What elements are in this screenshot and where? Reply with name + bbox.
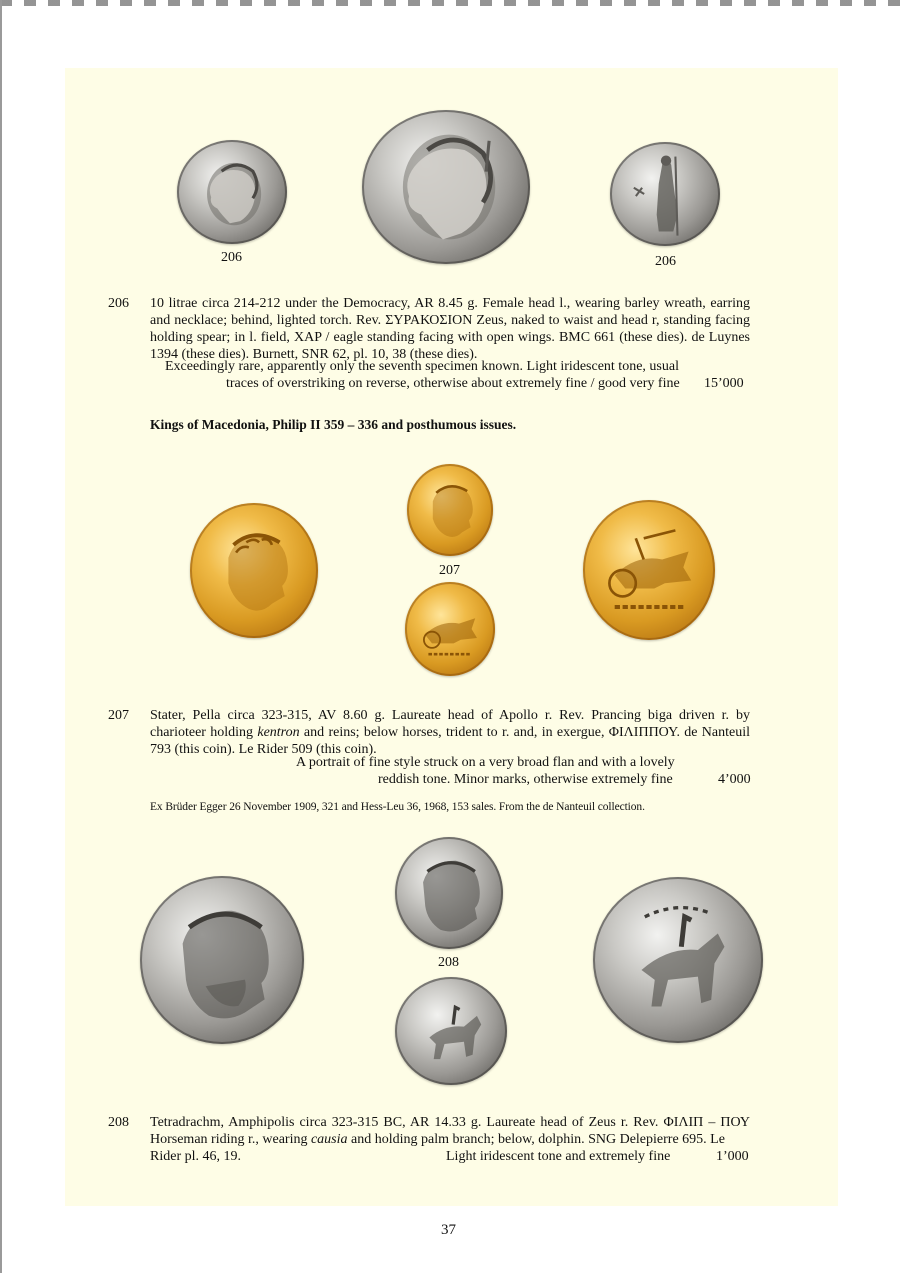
apollo-head-right-icon <box>407 464 493 556</box>
horseman-icon <box>395 977 507 1085</box>
coin-206-reverse <box>610 142 720 246</box>
plate-label-206-right: 206 <box>655 254 676 269</box>
lot-207-description-italic: kentron <box>257 725 300 740</box>
standing-zeus-icon <box>610 142 720 246</box>
plate-label-206-left: 206 <box>221 250 242 265</box>
biga-chariot-icon <box>583 500 715 640</box>
lot-206-condition-line-1: Exceedingly rare, apparently only the seventh specimen known. Light iridescent tone, usual <box>165 359 679 374</box>
female-head-left-icon <box>362 110 530 264</box>
coin-207-obverse-small <box>407 464 493 556</box>
section-heading: Kings of Macedonia, Philip II 359 – 336 and posthumous issues. <box>150 417 517 432</box>
lot-207-description-part-2: and reins; below horses, trident to r. and, in exergue, ΦΙΛΙΠΠΟΥ. de Nanteuil 793 (this coin). Le Rider 509 (this coin). <box>150 725 751 757</box>
lot-208-description-paragraph <box>150 1114 750 1148</box>
lot-number-207: 207 <box>108 708 129 723</box>
page-left-edge <box>0 0 2 1273</box>
lot-208-estimate: 1’000 <box>716 1149 749 1164</box>
lot-207-provenance: Ex Brüder Egger 26 November 1909, 321 and Hess-Leu 36, 1968, 153 sales. From the de Nanteuil collection. <box>150 801 645 813</box>
page-top-border <box>0 0 900 6</box>
lot-206-estimate: 15’000 <box>704 376 744 391</box>
lot-208-description-part-1: Tetradrachm, Amphipolis circa 323-315 BC, AR 14.33 g. Laureate head of Zeus r. Rev. ΦΙΛΙΠ – ΠΟΥ Horseman riding r., wearing <box>150 1115 750 1147</box>
coin-208-reverse-small <box>395 977 507 1085</box>
lot-207-description-part-1: Stater, Pella circa 323-315, AV 8.60 g. Laureate head of Apollo r. Rev. Prancing biga driven r. by charioteer holding <box>150 708 750 740</box>
lot-208-condition: Light iridescent tone and extremely fine <box>446 1149 671 1164</box>
lot-207-description <box>150 707 750 758</box>
coin-208-obverse-small <box>395 837 503 949</box>
lot-208-description-last-line: Rider pl. 46, 19. <box>150 1149 241 1164</box>
lot-208-description-italic: causia <box>310 1132 348 1147</box>
coin-206-obverse-small <box>177 140 287 244</box>
lot-207-estimate: 4’000 <box>718 772 751 787</box>
lot-208-description-part-2: and holding palm branch; below, dolphin. SNG Delepierre 695. Le <box>351 1132 725 1147</box>
lot-208-description <box>150 1114 750 1148</box>
female-head-left-icon <box>177 140 287 244</box>
lot-206-condition-line-2: traces of overstriking on reverse, otherwise about extremely fine / good very fine <box>226 376 680 391</box>
lot-number-208: 208 <box>108 1115 129 1130</box>
biga-chariot-icon <box>405 582 495 676</box>
zeus-head-right-icon <box>395 837 503 949</box>
lot-207-condition-line-2: reddish tone. Minor marks, otherwise extremely fine <box>378 772 673 787</box>
page-number: 37 <box>441 1222 456 1238</box>
plate-label-207: 207 <box>439 563 460 578</box>
coin-207-reverse-small <box>405 582 495 676</box>
horseman-icon <box>593 877 763 1043</box>
zeus-head-right-icon <box>140 876 304 1044</box>
coin-208-reverse-large <box>593 877 763 1043</box>
lot-206-description-text: 10 litrae circa 214-212 under the Democracy, AR 8.45 g. Female head l., wearing barley wreath, earring and necklace; behind, lighted torch. Rev. ΣΥΡΑΚΟΣΙΟΝ Zeus, naked to waist and head r, standing facing holding spear; in l. field, XAP / eagle standing facing with open wings. BMC 661 (these dies). de Luynes 1394 (these dies). Burnett, SNR 62, pl. 10, 38 (these dies). <box>150 296 750 362</box>
lot-207-description-paragraph <box>150 707 750 758</box>
apollo-head-right-icon <box>190 503 318 638</box>
coin-207-reverse-large <box>583 500 715 640</box>
coin-207-obverse-large <box>190 503 318 638</box>
lot-206-description <box>150 295 750 363</box>
plate-label-208: 208 <box>438 955 459 970</box>
lot-207-condition-line-1: A portrait of fine style struck on a very broad flan and with a lovely <box>296 755 675 770</box>
coin-206-obverse-large <box>362 110 530 264</box>
lot-number-206: 206 <box>108 296 129 311</box>
coin-208-obverse-large <box>140 876 304 1044</box>
